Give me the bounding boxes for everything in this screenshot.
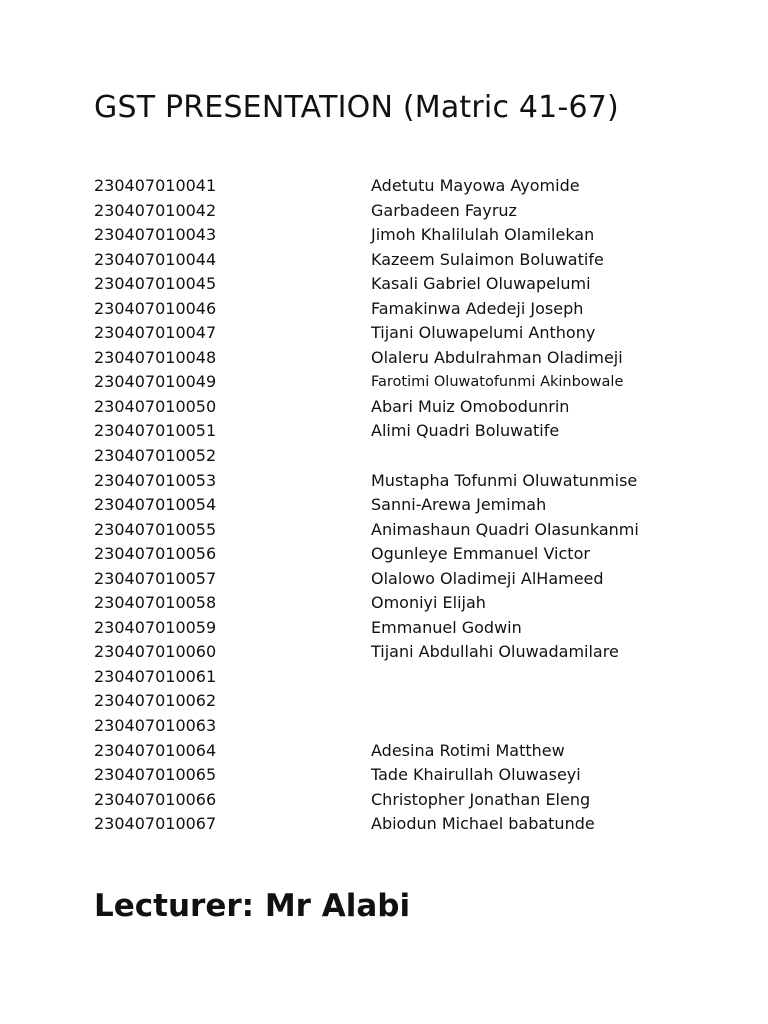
matric-number: 230407010052 bbox=[94, 446, 217, 466]
matric-number: 230407010062 bbox=[94, 691, 217, 711]
student-row bbox=[94, 616, 734, 641]
student-row bbox=[94, 763, 734, 788]
student-name: Farotimi Oluwatofunmi Akinbowale bbox=[371, 374, 624, 391]
student-row bbox=[94, 272, 734, 297]
student-name: Tijani Oluwapelumi Anthony bbox=[371, 323, 596, 343]
student-name: Tade Khairullah Oluwaseyi bbox=[371, 765, 581, 785]
student-row bbox=[94, 739, 734, 764]
student-name: Christopher Jonathan Eleng bbox=[371, 789, 591, 809]
matric-number: 230407010054 bbox=[94, 495, 217, 515]
matric-number: 230407010063 bbox=[94, 716, 217, 736]
student-name: Famakinwa Adedeji Joseph bbox=[371, 298, 584, 318]
student-name: Alimi Quadri Boluwatife bbox=[371, 421, 560, 441]
student-name: Sanni-Arewa Jemimah bbox=[371, 495, 547, 515]
student-row bbox=[94, 346, 734, 371]
matric-number: 230407010065 bbox=[94, 765, 217, 785]
matric-number: 230407010059 bbox=[94, 617, 217, 637]
student-row bbox=[94, 370, 734, 395]
matric-number: 230407010042 bbox=[94, 200, 217, 220]
matric-number: 230407010057 bbox=[94, 568, 217, 588]
matric-number: 230407010058 bbox=[94, 593, 217, 613]
student-name: Mustapha Tofunmi Oluwatunmise bbox=[371, 470, 638, 490]
matric-number: 230407010060 bbox=[94, 642, 217, 662]
matric-number: 230407010043 bbox=[94, 225, 217, 245]
student-row bbox=[94, 199, 734, 224]
student-row bbox=[94, 321, 734, 346]
student-row bbox=[94, 665, 734, 690]
matric-number: 230407010049 bbox=[94, 372, 217, 392]
student-name: Abiodun Michael babatunde bbox=[371, 814, 595, 834]
student-name: Olaleru Abdulrahman Oladimeji bbox=[371, 347, 623, 367]
student-name: Jimoh Khalilulah Olamilekan bbox=[371, 225, 595, 245]
student-row bbox=[94, 248, 734, 273]
matric-number: 230407010061 bbox=[94, 666, 217, 686]
student-name: Kazeem Sulaimon Boluwatife bbox=[371, 249, 604, 269]
student-name: Emmanuel Godwin bbox=[371, 617, 522, 637]
matric-number: 230407010053 bbox=[94, 470, 217, 490]
student-row bbox=[94, 689, 734, 714]
matric-number: 230407010055 bbox=[94, 519, 217, 539]
student-row bbox=[94, 395, 734, 420]
student-name: Animashaun Quadri Olasunkanmi bbox=[371, 519, 639, 539]
matric-number: 230407010066 bbox=[94, 789, 217, 809]
student-name: Adesina Rotimi Matthew bbox=[371, 740, 565, 760]
student-row bbox=[94, 640, 734, 665]
student-row bbox=[94, 493, 734, 518]
student-name: Abari Muiz Omobodunrin bbox=[371, 396, 570, 416]
student-name: Omoniyi Elijah bbox=[371, 593, 486, 613]
matric-number: 230407010047 bbox=[94, 323, 217, 343]
student-row bbox=[94, 444, 734, 469]
student-row bbox=[94, 297, 734, 322]
matric-number: 230407010067 bbox=[94, 814, 217, 834]
student-name: Kasali Gabriel Oluwapelumi bbox=[371, 274, 591, 294]
student-name: Tijani Abdullahi Oluwadamilare bbox=[371, 642, 619, 662]
student-row bbox=[94, 591, 734, 616]
lecturer-line: Lecturer: Mr Alabi bbox=[94, 888, 411, 924]
student-name: Adetutu Mayowa Ayomide bbox=[371, 176, 580, 195]
student-row bbox=[94, 469, 734, 494]
student-name: Garbadeen Fayruz bbox=[371, 200, 517, 220]
student-row bbox=[94, 419, 734, 444]
page-title: GST PRESENTATION (Matric 41-67) bbox=[94, 90, 619, 125]
matric-number: 230407010044 bbox=[94, 249, 217, 269]
student-row bbox=[94, 788, 734, 813]
student-row bbox=[94, 567, 734, 592]
matric-number: 230407010064 bbox=[94, 740, 217, 760]
matric-number: 230407010050 bbox=[94, 396, 217, 416]
student-name: Ogunleye Emmanuel Victor bbox=[371, 544, 590, 564]
student-roster bbox=[94, 174, 734, 837]
student-row bbox=[94, 518, 734, 543]
matric-number: 230407010045 bbox=[94, 274, 217, 294]
student-name: Olalowo Oladimeji AlHameed bbox=[371, 568, 604, 588]
student-row bbox=[94, 223, 734, 248]
matric-number: 230407010056 bbox=[94, 544, 217, 564]
student-row bbox=[94, 174, 734, 199]
matric-number: 230407010041 bbox=[94, 176, 217, 195]
matric-number: 230407010051 bbox=[94, 421, 217, 441]
matric-number: 230407010046 bbox=[94, 298, 217, 318]
matric-number: 230407010048 bbox=[94, 347, 217, 367]
student-row bbox=[94, 812, 734, 837]
student-row bbox=[94, 542, 734, 567]
student-row bbox=[94, 714, 734, 739]
